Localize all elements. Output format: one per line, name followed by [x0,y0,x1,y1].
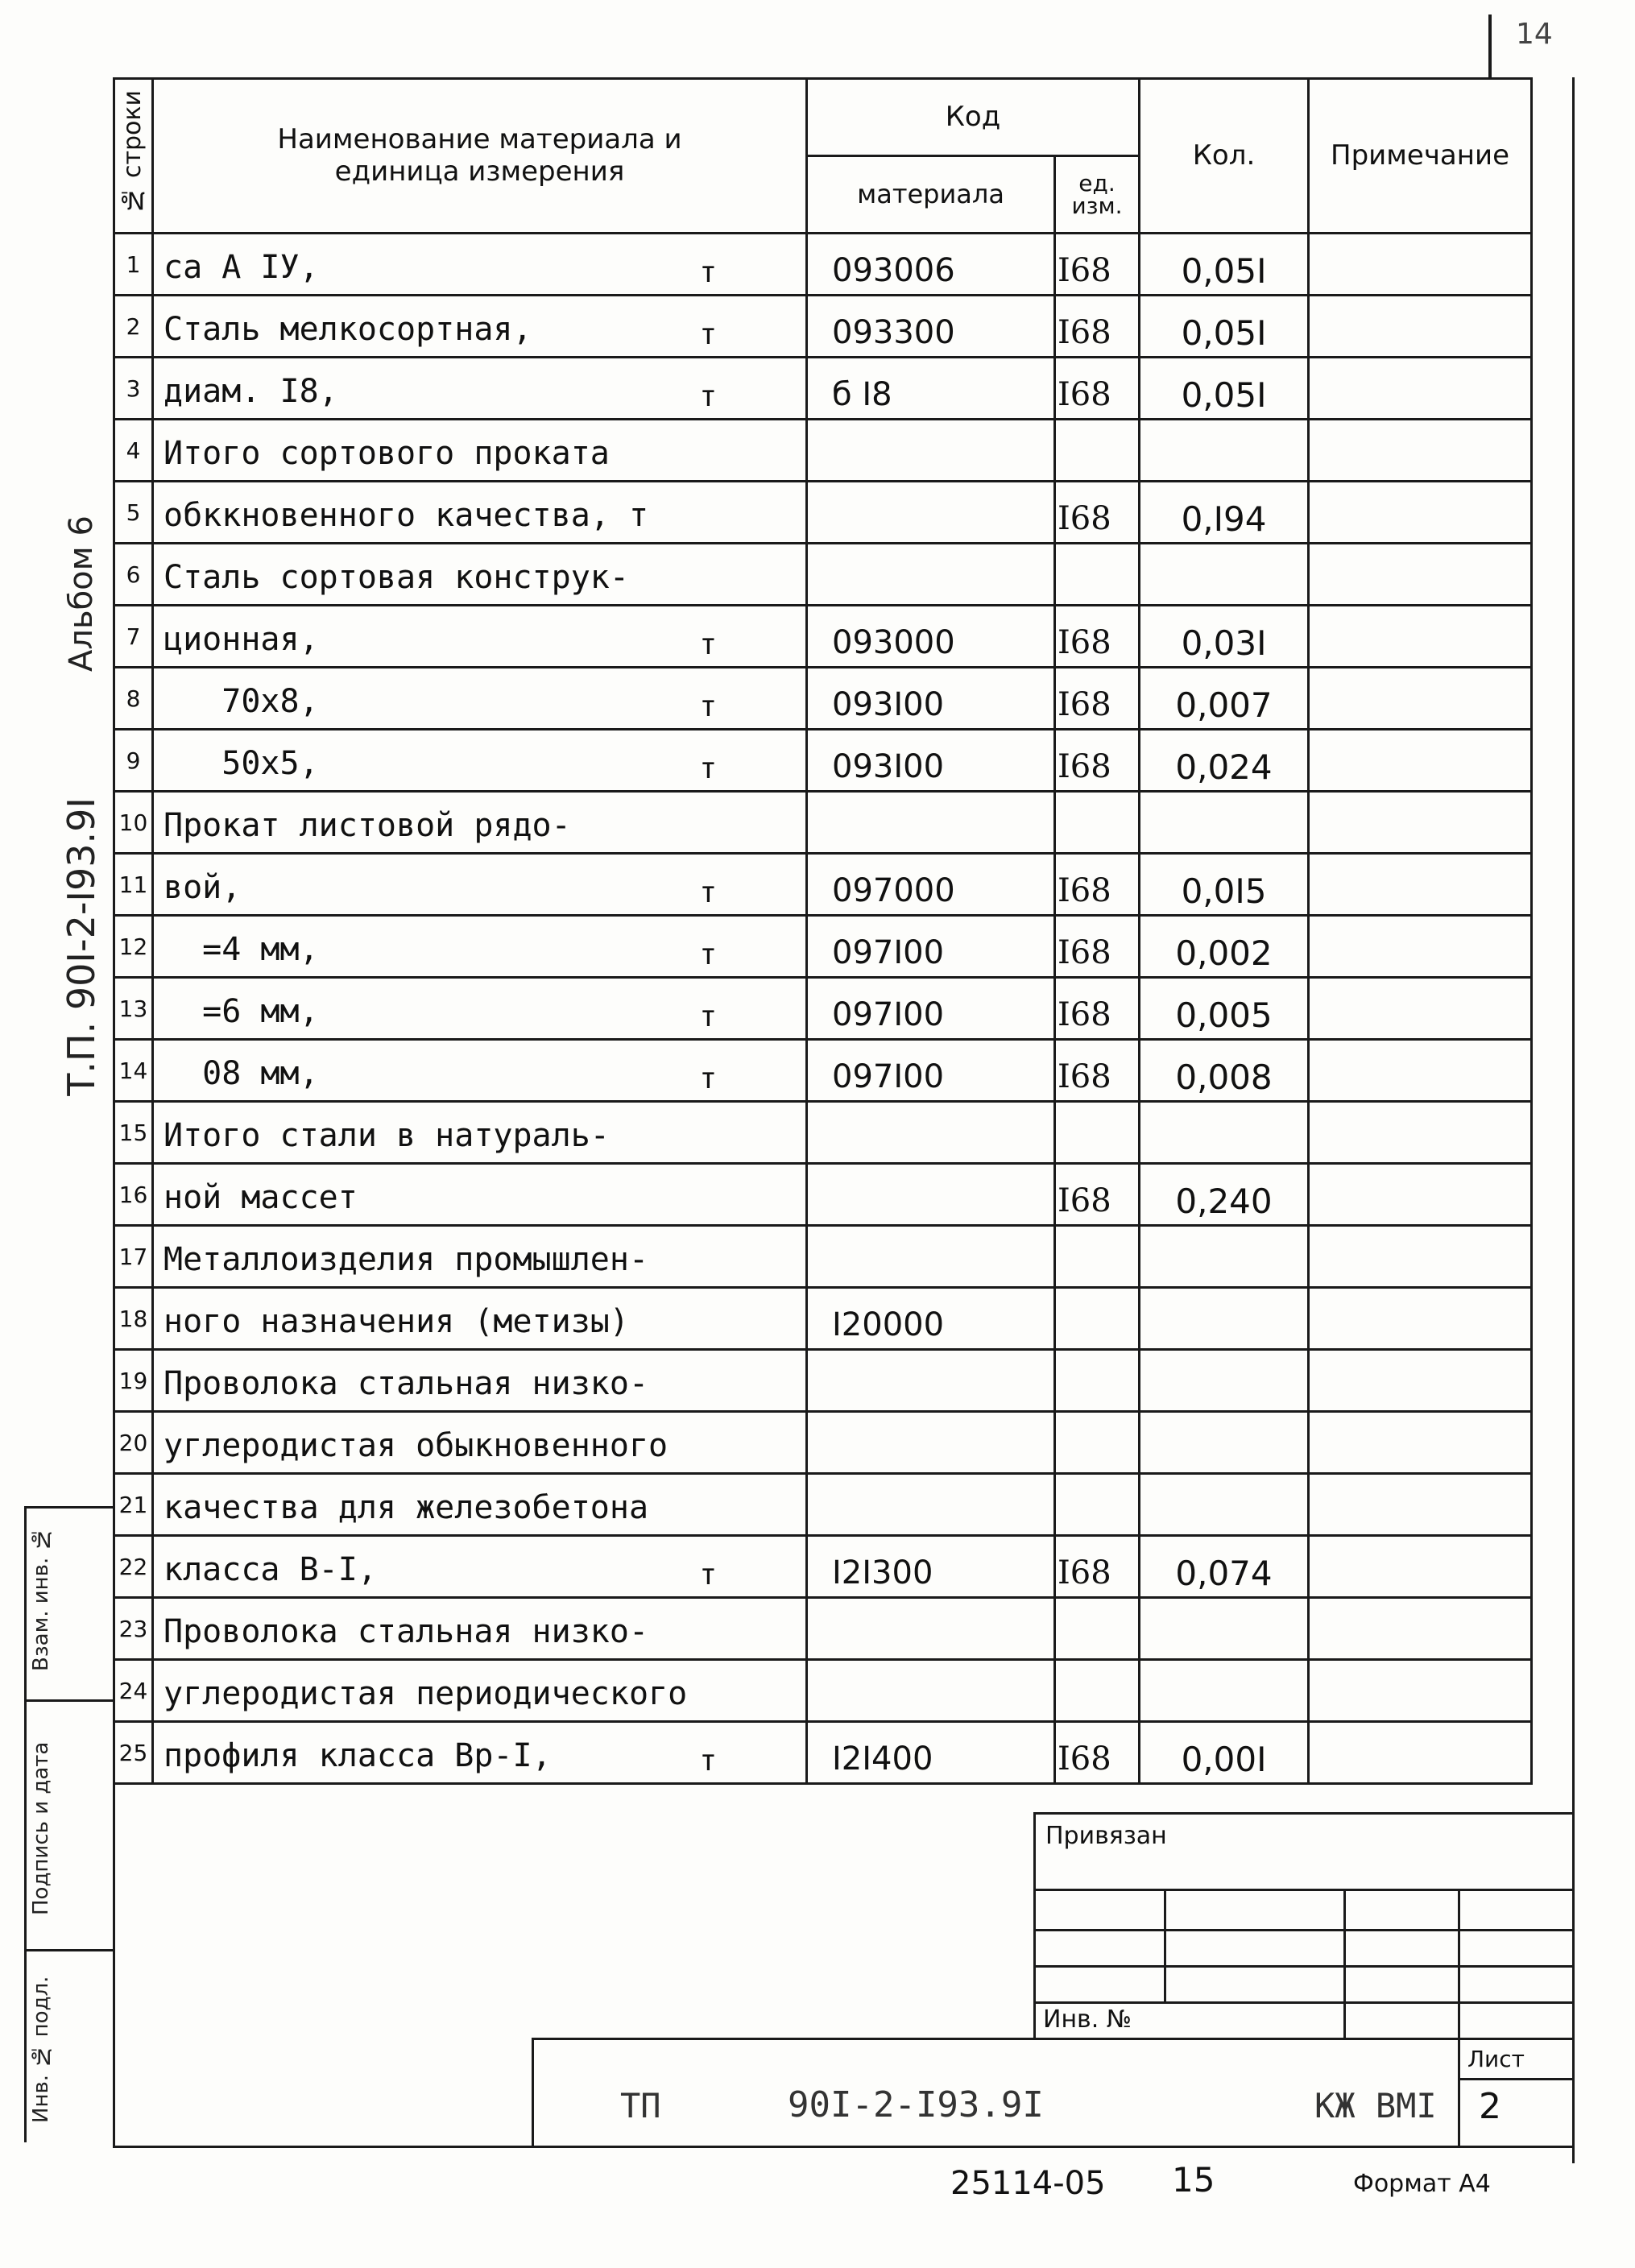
unit-code: I68 [1055,606,1140,668]
material-name: Сталь сортовая конструк- [164,559,629,596]
material-name: Металлоизделия промышлен- [164,1241,649,1278]
unit-code: I68 [1055,296,1140,358]
material-code [807,792,1055,854]
footer-order: 25114-05 [950,2165,1106,2202]
note [1309,916,1532,978]
attached-line-1 [1033,1889,1575,1891]
unit-code [1055,792,1140,854]
material-name-cell [153,482,807,544]
row-number: 20 [114,1412,153,1474]
note [1309,792,1532,854]
table-row [114,1474,1532,1536]
unit-code: I68 [1055,358,1140,420]
right-frame-line [1572,77,1575,2163]
table-row [114,1288,1532,1350]
material-name: профиля класса Вр-I, [164,1737,552,1774]
note [1309,296,1532,358]
measure-unit: т [699,876,717,909]
material-name: ного назначения (метизы) [164,1303,629,1340]
material-code: 093000 [807,606,1055,668]
note [1309,1660,1532,1722]
titleblock-top [532,2038,1575,2040]
material-name-cell [153,1040,807,1102]
quantity: 0,0I5 [1140,854,1309,916]
attached-line-4 [1033,2001,1575,2004]
table-row [114,1598,1532,1660]
quantity [1140,1474,1309,1536]
note [1309,978,1532,1040]
row-number: 7 [114,606,153,668]
material-name: Итого стали в натураль- [164,1117,610,1154]
note [1309,730,1532,792]
material-code: I20000 [807,1288,1055,1350]
measure-unit: т [699,318,717,351]
measure-unit: т [699,256,717,289]
measure-unit: т [699,628,717,661]
material-code [807,1660,1055,1722]
note [1309,420,1532,482]
material-name: =4 мм, [164,931,319,968]
quantity [1140,1288,1309,1350]
row-number: 22 [114,1536,153,1598]
material-name-cell [153,420,807,482]
header-unit-code: ед. изм. [1055,156,1140,234]
unit-code [1055,1660,1140,1722]
table-row [114,978,1532,1040]
header-name: Наименование материала и единица измерения [153,79,807,234]
row-number: 11 [114,854,153,916]
material-code [807,544,1055,606]
row-number: 18 [114,1288,153,1350]
quantity: 0,00I [1140,1722,1309,1784]
materials-table-body [114,234,1532,1784]
material-code: 093006 [807,234,1055,296]
material-name: Проволока стальная низко- [164,1365,649,1402]
bottom-frame-line [113,2146,1575,2148]
stamp-strip-left [24,1506,27,2142]
material-name-cell [153,978,807,1040]
titleblock-tp: ТП [620,2086,661,2125]
table-row [114,1040,1532,1102]
material-code: 093300 [807,296,1055,358]
material-code [807,420,1055,482]
table-row [114,1164,1532,1226]
row-number: 25 [114,1722,153,1784]
quantity: 0,05I [1140,234,1309,296]
row-number: 24 [114,1660,153,1722]
material-name: обккновенного качества, т [164,497,649,534]
note [1309,234,1532,296]
material-name: ной массет [164,1179,358,1216]
material-code: I2I400 [807,1722,1055,1784]
note [1309,1412,1532,1474]
material-code: 093I00 [807,668,1055,730]
material-name: вой, [164,869,242,906]
attached-block-top [1033,1812,1575,1815]
material-name: 50х5, [164,745,319,782]
attached-label: Привязан [1045,1822,1167,1850]
stamp-label-replace: Взам. инв. № [29,1526,53,1671]
material-code: 097I00 [807,978,1055,1040]
material-code [807,1350,1055,1412]
table-row [114,1226,1532,1288]
material-name: Проволока стальная низко- [164,1613,649,1650]
material-name: класса В-I, [164,1551,377,1588]
attached-block-left [1033,1812,1036,2038]
measure-unit: т [699,752,717,785]
footer-format: Формат А4 [1353,2170,1491,2198]
note [1309,1722,1532,1784]
unit-code: I68 [1055,978,1140,1040]
material-code: б I8 [807,358,1055,420]
titleblock-left [532,2038,534,2146]
quantity: 0,008 [1140,1040,1309,1102]
row-number: 5 [114,482,153,544]
unit-code: I68 [1055,1040,1140,1102]
row-number: 3 [114,358,153,420]
material-name-cell [153,544,807,606]
material-code [807,482,1055,544]
materials-table [113,77,1533,1785]
unit-code [1055,544,1140,606]
quantity: 0,I94 [1140,482,1309,544]
material-name-cell [153,1660,807,1722]
material-name-cell [153,1288,807,1350]
table-row [114,296,1532,358]
unit-code: I68 [1055,854,1140,916]
measure-unit: т [699,1062,717,1095]
material-name: качества для железобетона [164,1489,649,1526]
note [1309,1536,1532,1598]
page-corner-line [1488,14,1492,79]
material-name: углеродистая периодического [164,1675,688,1712]
note [1309,1164,1532,1226]
quantity: 0,05I [1140,296,1309,358]
material-name: Сталь мелкосортная, [164,311,532,348]
measure-unit: т [699,1000,717,1033]
material-name-cell [153,730,807,792]
material-name-cell [153,1474,807,1536]
material-name-cell [153,606,807,668]
quantity: 0,002 [1140,916,1309,978]
table-row [114,606,1532,668]
table-row [114,482,1532,544]
note [1309,1288,1532,1350]
material-name-cell [153,1412,807,1474]
material-name-cell [153,916,807,978]
note [1309,668,1532,730]
unit-code [1055,1226,1140,1288]
material-name-cell [153,792,807,854]
note [1309,1474,1532,1536]
measure-unit: т [699,1744,717,1778]
header-quantity: Кол. [1140,79,1309,234]
note [1309,358,1532,420]
row-number: 16 [114,1164,153,1226]
titleblock-sheet-line [1458,2078,1575,2080]
row-number: 4 [114,420,153,482]
unit-code [1055,1474,1140,1536]
note [1309,606,1532,668]
table-row [114,1350,1532,1412]
material-name-cell [153,1536,807,1598]
attached-vline-2 [1343,1889,1346,2038]
unit-code: I68 [1055,1536,1140,1598]
quantity: 0,240 [1140,1164,1309,1226]
quantity [1140,1350,1309,1412]
inv-no-label: Инв. № [1043,2005,1132,2034]
material-code: 097I00 [807,916,1055,978]
attached-vline-1 [1164,1889,1166,2001]
note [1309,854,1532,916]
quantity [1140,1226,1309,1288]
material-name: ционная, [164,621,319,658]
note [1309,1040,1532,1102]
row-number: 6 [114,544,153,606]
material-code [807,1598,1055,1660]
stamp-label-sign: Подпись и дата [29,1741,53,1915]
quantity [1140,1102,1309,1164]
measure-unit: т [699,1558,717,1591]
material-code [807,1412,1055,1474]
row-number: 2 [114,296,153,358]
measure-unit: т [699,380,717,413]
stamp-strip-div2 [24,1949,114,1951]
quantity [1140,1412,1309,1474]
note [1309,1598,1532,1660]
material-code: I2I300 [807,1536,1055,1598]
material-name-cell [153,1722,807,1784]
unit-code [1055,420,1140,482]
measure-unit: т [699,938,717,971]
material-name-cell [153,296,807,358]
note [1309,1350,1532,1412]
row-number: 15 [114,1102,153,1164]
material-name-cell [153,1226,807,1288]
quantity: 0,005 [1140,978,1309,1040]
note [1309,544,1532,606]
row-number: 12 [114,916,153,978]
material-code [807,1474,1055,1536]
row-number: 10 [114,792,153,854]
quantity: 0,007 [1140,668,1309,730]
table-row [114,234,1532,296]
material-name-cell [153,854,807,916]
material-name: Прокат листовой рядо- [164,807,571,844]
header-note: Примечание [1309,79,1532,234]
unit-code [1055,1598,1140,1660]
table-row [114,668,1532,730]
material-name-cell [153,1164,807,1226]
material-name: =6 мм, [164,993,319,1030]
quantity [1140,544,1309,606]
unit-code: I68 [1055,916,1140,978]
quantity: 0,05I [1140,358,1309,420]
table-row [114,358,1532,420]
material-code: 097I00 [807,1040,1055,1102]
material-name: углеродистая обыкновенного [164,1427,668,1464]
table-row [114,730,1532,792]
material-name-cell [153,1350,807,1412]
titleblock-sheet-divider [1458,2038,1460,2146]
measure-unit: т [699,690,717,723]
material-code [807,1164,1055,1226]
table-row [114,420,1532,482]
table-row [114,1536,1532,1598]
material-name-cell [153,668,807,730]
material-name-cell [153,1102,807,1164]
row-number: 19 [114,1350,153,1412]
side-doc-number: Т.П. 90I-2-I93.9I [60,797,103,1096]
header-row-no: № строки [114,79,153,234]
table-row [114,854,1532,916]
table-row [114,1412,1532,1474]
material-name: са А IУ, [164,249,319,286]
page-number: 14 [1516,18,1553,51]
material-name: 70х8, [164,683,319,720]
table-row [114,1102,1532,1164]
row-number: 13 [114,978,153,1040]
row-number: 8 [114,668,153,730]
header-code: Код [807,79,1140,156]
quantity [1140,1598,1309,1660]
attached-line-2 [1033,1929,1575,1931]
unit-code: I68 [1055,668,1140,730]
unit-code: I68 [1055,482,1140,544]
row-number: 14 [114,1040,153,1102]
titleblock-section: КЖ ВМI [1314,2086,1437,2125]
stamp-strip-div1 [24,1699,114,1702]
unit-code: I68 [1055,1164,1140,1226]
material-name: Итого сортового проката [164,435,610,472]
quantity [1140,792,1309,854]
note [1309,1226,1532,1288]
unit-code [1055,1412,1140,1474]
material-name-cell [153,1598,807,1660]
row-number: 9 [114,730,153,792]
attached-line-3 [1033,1965,1575,1968]
material-code [807,1102,1055,1164]
row-number: 23 [114,1598,153,1660]
note [1309,1102,1532,1164]
material-name-cell [153,358,807,420]
note [1309,482,1532,544]
quantity [1140,420,1309,482]
footer-page: 15 [1172,2160,1215,2200]
material-code [807,1226,1055,1288]
table-row [114,792,1532,854]
sheet-number: 2 [1479,2086,1501,2127]
material-name: 08 мм, [164,1055,319,1092]
unit-code: I68 [1055,730,1140,792]
material-code: 093I00 [807,730,1055,792]
titleblock-doc: 90I-2-I93.9I [788,2084,1044,2125]
table-row [114,1660,1532,1722]
material-name-cell [153,234,807,296]
quantity [1140,1660,1309,1722]
material-name: диам. I8, [164,373,338,410]
unit-code [1055,1350,1140,1412]
unit-code [1055,1288,1140,1350]
table-row [114,1722,1532,1784]
sheet-label: Лист [1467,2046,1525,2072]
row-number: 17 [114,1226,153,1288]
unit-code: I68 [1055,234,1140,296]
quantity: 0,074 [1140,1536,1309,1598]
row-number: 1 [114,234,153,296]
attached-vline-3 [1458,1889,1460,2038]
stamp-label-inv: Инв. № подл. [29,1976,53,2124]
quantity: 0,024 [1140,730,1309,792]
material-code: 097000 [807,854,1055,916]
unit-code: I68 [1055,1722,1140,1784]
header-material-code: материала [807,156,1055,234]
unit-code [1055,1102,1140,1164]
album-label: Альбом 6 [63,515,100,672]
table-row [114,544,1532,606]
table-row [114,916,1532,978]
row-number: 21 [114,1474,153,1536]
quantity: 0,03I [1140,606,1309,668]
